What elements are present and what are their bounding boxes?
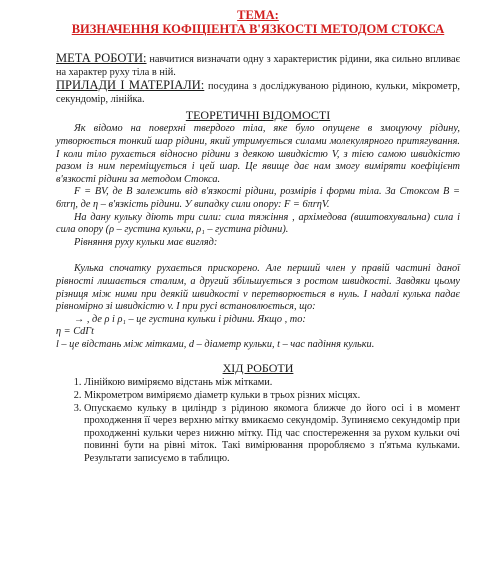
- theory-paragraph-3: На дану кульку діють три сили: сила тяжіння , архімедова (виштовхувальна) сила і сила опору (ρ – густина кульки, ρ₁ – густина рідини).: [56, 211, 460, 236]
- procedure-step: 3. Опускаємо кульку в циліндр з рідиною якомога ближче до його осі і в момент проходження її через верхню мітку вмикаємо секундомір. Зупиняємо секундомір при проходженні кульки через нижню мітку. Під час спостереження за рухом кульки очі повинні бути на рівні міток. Такі вимірювання проробляємо з п'ятьма кульками. Результати записуємо в таблицю.: [84, 403, 460, 466]
- materials-paragraph: [56, 79, 460, 106]
- goal-paragraph: [56, 52, 460, 79]
- theory-paragraph-4: Рівняння руху кульки має вигляд:: [74, 236, 218, 248]
- theory-paragraph-1: Як відомо на поверхні твердого тіла, яке було опущене в змоцуючу рідину, утворюється тонкий шар рідини, який утримується силами молекулярного притягування. І коли тіло рухається відносно рідини з деякою швидкістю V, з тією самою швидкістю разом із ним переміщується і цей шар. Це явище дає нам змогу виміряти коефіцієнт в'язкості рідини за методом Стокса.: [56, 123, 460, 185]
- equation-image-placeholder: [56, 249, 460, 263]
- materials-text: посудина з досліджуваною рідиною, кульки, мікрометр, секундомір, лінійка.: [56, 81, 460, 105]
- goal-text: навчитися визначати одну з характеристик рідини, яка сильно впливає на характер руху тіла в ній.: [56, 54, 460, 78]
- document-title: ВИЗНАЧЕННЯ КОФІЦІЕНТА В'ЯЗКОСТІ МЕТОДОМ СТОКСА: [71, 22, 445, 36]
- theory-paragraph-5: Кулька спочатку рухається прискорено. Але перший член у правій частині даної рівності лишається сталим, а другий збільшується з ростом швидкості. Завдяки цьому різниця між ними при деякій швидкості v перетворюється в нуль. І надалі кулька падає рівномірно зі швидкістю v. І при русі встановлюється, що:: [56, 263, 460, 313]
- theory-paragraph-6: → , де ρ і ρ₁ – це густина кульки і рідини. Якщо , то:: [74, 313, 306, 325]
- procedure-step: 2. Мікрометром виміряємо діаметр кульки в трьох різних місцях.: [84, 390, 460, 403]
- viscosity-formula: η = CdΓt: [56, 326, 94, 338]
- theory-paragraph-2: F = BV, де B залежить від в'язкості рідини, розмірів і форми тіла. За Стоксом B = 6πrη, де η – в'язкість рідини. У випадку сили опору: F = 6πrηV.: [56, 186, 460, 210]
- procedure-step: 1. Лінійкою виміряємо відстань між мітками.: [84, 377, 460, 390]
- procedure-list: [56, 377, 460, 465]
- materials-label: ПРИЛАДИ І МАТЕРІАЛИ:: [56, 78, 205, 93]
- theory-heading: ТЕОРЕТИЧНІ ВІДОМОСТІ: [185, 108, 331, 123]
- theory-paragraph-8: l – це відстань між мітками, d – діаметр кульки, t – час падіння кульки.: [56, 338, 375, 350]
- goal-label: МЕТА РОБОТИ:: [56, 51, 147, 65]
- procedure-heading: ХІД РОБОТИ: [222, 361, 294, 376]
- topic-label: ТЕМА:: [237, 8, 279, 22]
